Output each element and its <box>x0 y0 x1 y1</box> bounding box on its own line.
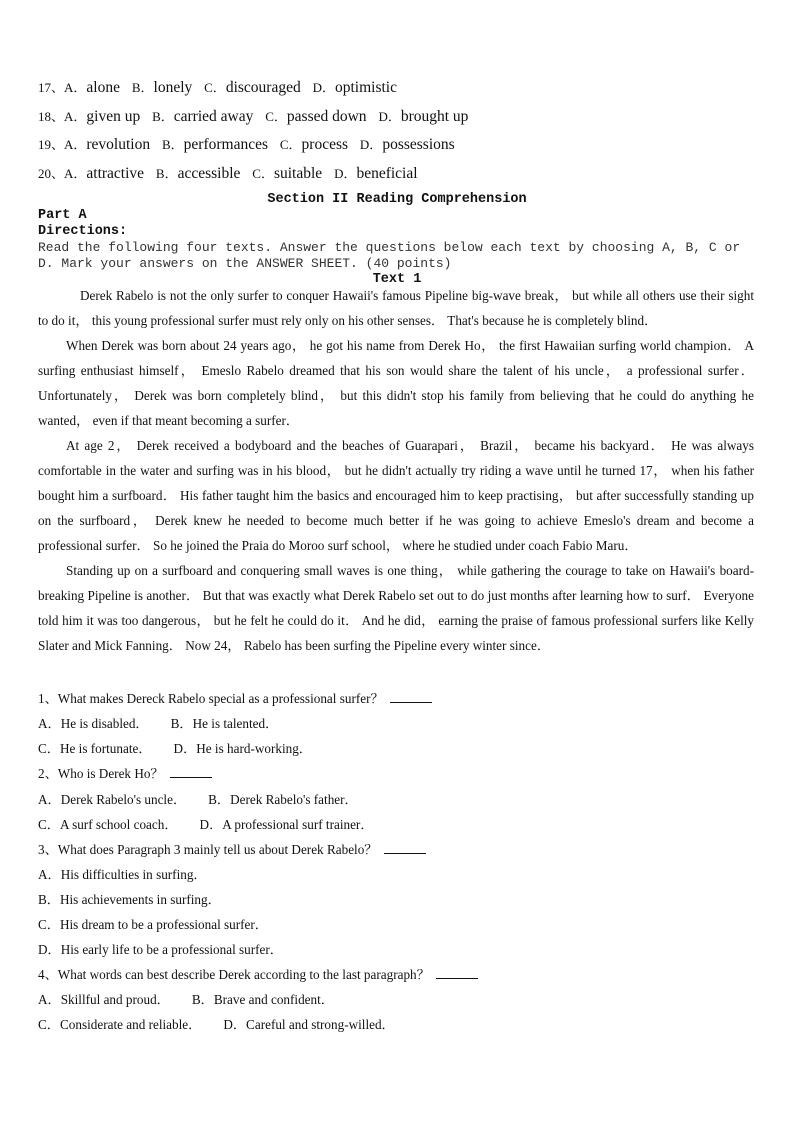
option-b: lonely <box>153 79 193 96</box>
answer-line-18: 18、A．given up B．carried away C．passed down D．brought up <box>38 108 469 125</box>
question-1-stem: 1、What makes Dereck Rabelo special as a professional surfer？ <box>38 688 432 707</box>
option-c: C．He is fortunate． <box>38 741 152 756</box>
option-b: B．Derek Rabelo's father． <box>208 792 358 807</box>
option-b: performances <box>183 136 268 153</box>
option-b: B．Brave and confident． <box>191 992 334 1007</box>
paragraph-4: Standing up on a surfboard and conquering small waves is one thing， while gathering the courage to take on Hawaii's board-breaking Pipeline is another． But that was exactly what Derek Rabelo set out to do just months after learning how to surf． Everyone told him it was too dangerous， but he felt he could do it． And he did， earning the praise of famous professional surfers like Kelly Slater and Mick Fanning． Now 24， Rabelo has been surfing the Pipeline every winter since． <box>38 563 754 653</box>
text-title: Text 1 <box>372 272 422 287</box>
option-c: process <box>301 136 349 153</box>
question-4-options <box>38 989 334 1008</box>
paragraph-3: At age 2， Derek received a bodyboard and the beaches of Guarapari， Brazil， became his backyard． He was always comfortable in the water and surfing was in his blood， but he didn't actually try riding a wave until he turned 17， when his father bought him a surfboard． His father taught him the basics and encouraged him to keep practising， but after successfully standing up on the surfboard， Derek knew he needed to become much better if he was going to achieve Emeslo's dream and become a professional surfer． So he joined the Praia do Moroo surf school， where he studied under coach Fabio Maru． <box>38 438 754 553</box>
option-d: optimistic <box>334 79 397 96</box>
question-3-option-c: C．His dream to be a professional surfer． <box>38 917 268 932</box>
question-3-stem: 3、What does Paragraph 3 mainly tell us about Derek Rabelo？ <box>38 839 426 858</box>
paragraph-1: Derek Rabelo is not the only surfer to conquer Hawaii's famous Pipeline big-wave break， but while all others use their sight to do it， this young professional surfer must rely only on his other senses． That's because he is completely blind． <box>38 288 754 328</box>
answer-line-19: 19、A．revolution B．performances C．process D．possessions <box>38 136 455 153</box>
question-4-stem: 4、What words can best describe Derek according to the last paragraph？ <box>38 964 478 983</box>
question-3-option-b: B．His achievements in surfing． <box>38 892 221 907</box>
option-d: D．A professional surf trainer． <box>199 817 374 832</box>
option-c: passed down <box>286 108 367 125</box>
option-c: C．Considerate and reliable． <box>38 1017 202 1032</box>
passage <box>38 283 754 658</box>
item-number: 19 <box>38 137 51 152</box>
option-a: revolution <box>86 136 151 153</box>
option-d: possessions <box>382 136 455 153</box>
question-3-option-a: A．His difficulties in surfing． <box>38 867 207 882</box>
answer-blank <box>384 841 426 854</box>
option-a: A．He is disabled． <box>38 716 149 731</box>
question-3-option-d: D．His early life to be a professional surfer． <box>38 942 283 957</box>
option-a: given up <box>86 108 141 125</box>
option-a: attractive <box>86 165 145 182</box>
paragraph-2: When Derek was born about 24 years ago， he got his name from Derek Ho， the first Hawaiian surfing world champion． A surfing enthusiast himself， Emeslo Rabelo dreamed that his son would share the talent of his uncle， a professional surfer． Unfortunately， Derek was born completely blind， but this didn't stop his family from believing that he could do anything he wanted， even if that meant becoming a surfer． <box>38 338 754 428</box>
option-b: B．He is talented． <box>170 716 279 731</box>
directions-label: Directions: <box>38 224 128 239</box>
option-a: A．Derek Rabelo's uncle． <box>38 792 187 807</box>
option-d: brought up <box>400 108 469 125</box>
option-b: accessible <box>177 165 241 182</box>
option-d: D．He is hard-working． <box>173 741 312 756</box>
answer-blank <box>436 966 478 979</box>
question-1-options <box>38 738 312 757</box>
question-2-stem: 2、Who is Derek Ho？ <box>38 763 212 782</box>
answer-line-20: 20、A．attractive B．accessible C．suitable D．beneficial <box>38 165 418 182</box>
item-number: 17 <box>38 80 51 95</box>
section-title: Section II Reading Comprehension <box>267 192 527 207</box>
option-a: A．Skillful and proud． <box>38 992 170 1007</box>
answer-line-17: 17、A．alone B．lonely C．discouraged D．optimistic <box>38 79 397 96</box>
option-a: alone <box>86 79 120 96</box>
answer-blank <box>170 765 212 778</box>
option-d: beneficial <box>356 165 418 182</box>
option-c: C．A surf school coach． <box>38 817 178 832</box>
question-1-options <box>38 713 278 732</box>
option-b: carried away <box>173 108 254 125</box>
item-number: 18 <box>38 109 51 124</box>
item-number: 20 <box>38 166 51 181</box>
part-label: Part A <box>38 208 87 223</box>
option-c: discouraged <box>225 79 301 96</box>
question-2-options <box>38 814 374 833</box>
answer-blank <box>390 690 432 703</box>
question-4-options <box>38 1014 395 1033</box>
option-c: suitable <box>273 165 323 182</box>
question-2-options <box>38 789 358 808</box>
option-d: D．Careful and strong-willed． <box>223 1017 395 1032</box>
directions-text: Read the following four texts. Answer the questions below each text by choosing A, B, C or D. Mark your answers on the ANSWER SHEET. (40 points) <box>38 240 741 271</box>
